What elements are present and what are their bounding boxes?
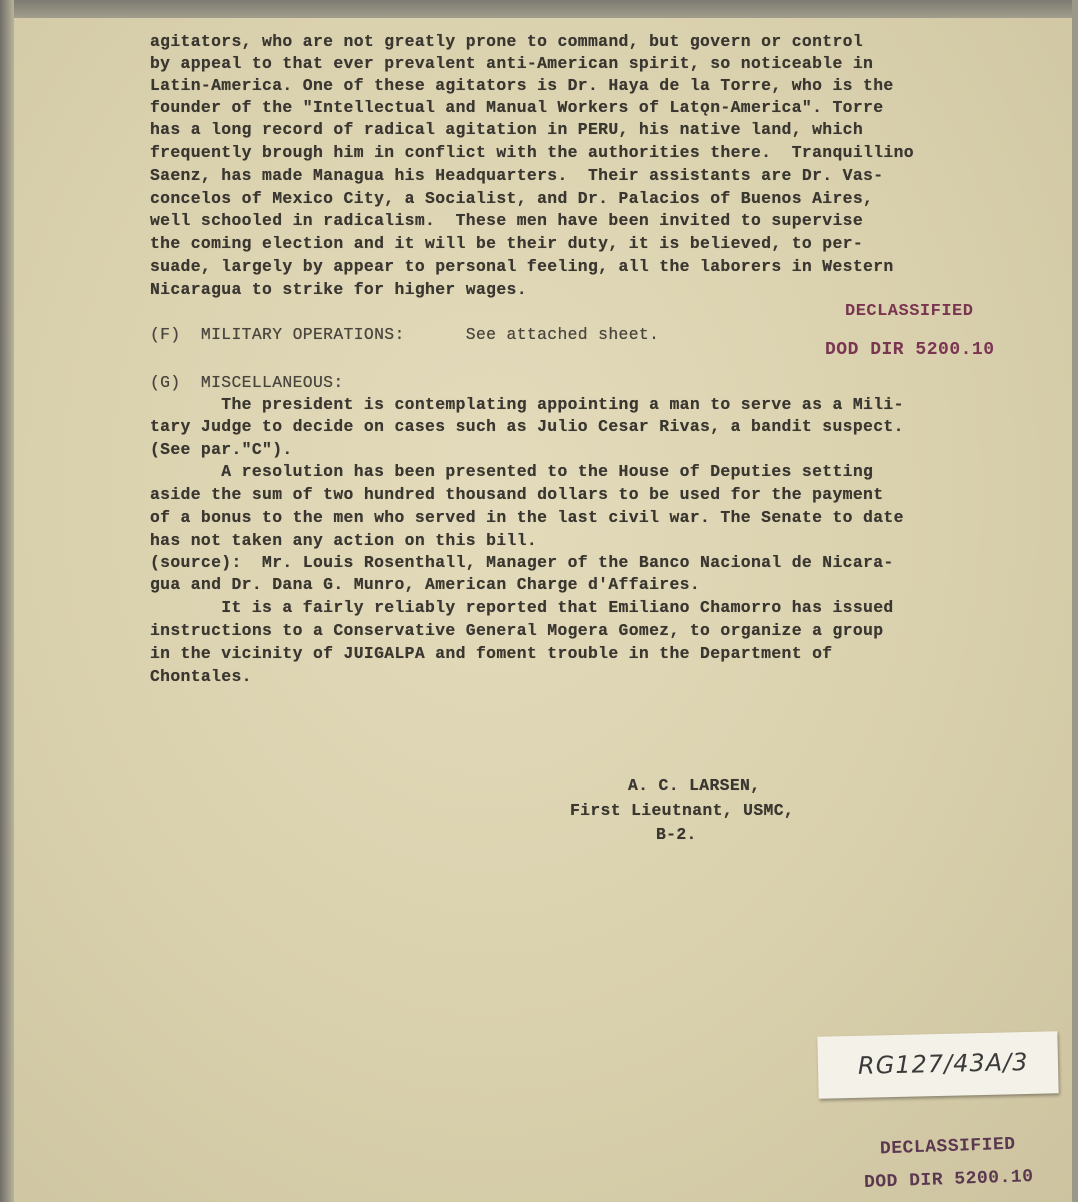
body-line: Chontales. [150,667,252,686]
archive-label-text: RG127/43A/3 [857,1047,1029,1080]
body-line: gua and Dr. Dana G. Munro, American Charge d'Affaires. [150,575,701,594]
body-line: (source): Mr. Louis Rosenthall, Manager of the Banco Nacional de Nicara- [150,553,894,572]
body-line: aside the sum of two hundred thousand dollars to be used for the payment [150,485,884,504]
body-line: concelos of Mexico City, a Socialist, and Dr. Palacios of Buenos Aires, [150,189,874,208]
body-line: Nicaragua to strike for higher wages. [150,280,527,299]
body-line: has not taken any action on this bill. [150,531,538,550]
signature-unit: B-2. [656,825,697,844]
body-line: agitators, who are not greatly prone to command, but govern or control [150,32,864,51]
body-line: frequently brough him in conflict with the authorities there. Tranquillino [150,143,914,162]
stamp-top-line1: DECLASSIFIED [845,302,974,321]
body-line: founder of the "Intellectual and Manual Workers of Latǫn-America". Torre [150,98,884,117]
stamp-top-line2: DOD DIR 5200.10 [825,340,995,360]
body-line: suade, largely by appear to personal feeling, all the laborers in Western [150,257,894,276]
signature-rank: First Lieutnant, USMC, [570,801,795,820]
body-line: the coming election and it will be their duty, it is believed, to per- [150,234,864,253]
body-line: Saenz, has made Managua his Headquarters. Their assistants are Dr. Vas- [150,166,884,185]
body-line: of a bonus to the men who served in the last civil war. The Senate to date [150,508,904,527]
stamp-bottom-line2: DOD DIR 5200.10 [863,1167,1034,1193]
archive-label-sticker [817,1031,1058,1098]
body-line: It is a fairly reliably reported that Emiliano Chamorro has issued [150,598,894,617]
right-page-edge [1072,0,1078,1202]
body-line: tary Judge to decide on cases such as Julio Cesar Rivas, a bandit suspect. [150,417,904,436]
signature-name: A. C. LARSEN, [628,776,761,795]
body-line: A resolution has been presented to the House of Deputies setting [150,462,874,481]
body-line: well schooled in radicalism. These men have been invited to supervise [150,211,864,230]
left-page-shadow [0,0,14,1202]
body-line: The president is contemplating appointing a man to serve as a Mili- [150,395,904,414]
body-line: instructions to a Conservative General Mogera Gomez, to organize a group [150,621,884,640]
section-f-military-operations: (F) MILITARY OPERATIONS: See attached sheet. [150,325,660,344]
stamp-bottom-line1: DECLASSIFIED [879,1134,1016,1160]
body-line: by appeal to that ever prevalent anti-American spirit, so noticeable in [150,54,874,73]
section-g-heading: (G) MISCELLANEOUS: [150,373,344,392]
body-line: Latin-America. One of these agitators is Dr. Haya de la Torre, who is the [150,76,894,95]
body-line: in the vicinity of JUIGALPA and foment trouble in the Department of [150,644,833,663]
body-line: (See par."C"). [150,440,293,459]
body-line: has a long record of radical agitation in PERU, his native land, which [150,120,864,139]
